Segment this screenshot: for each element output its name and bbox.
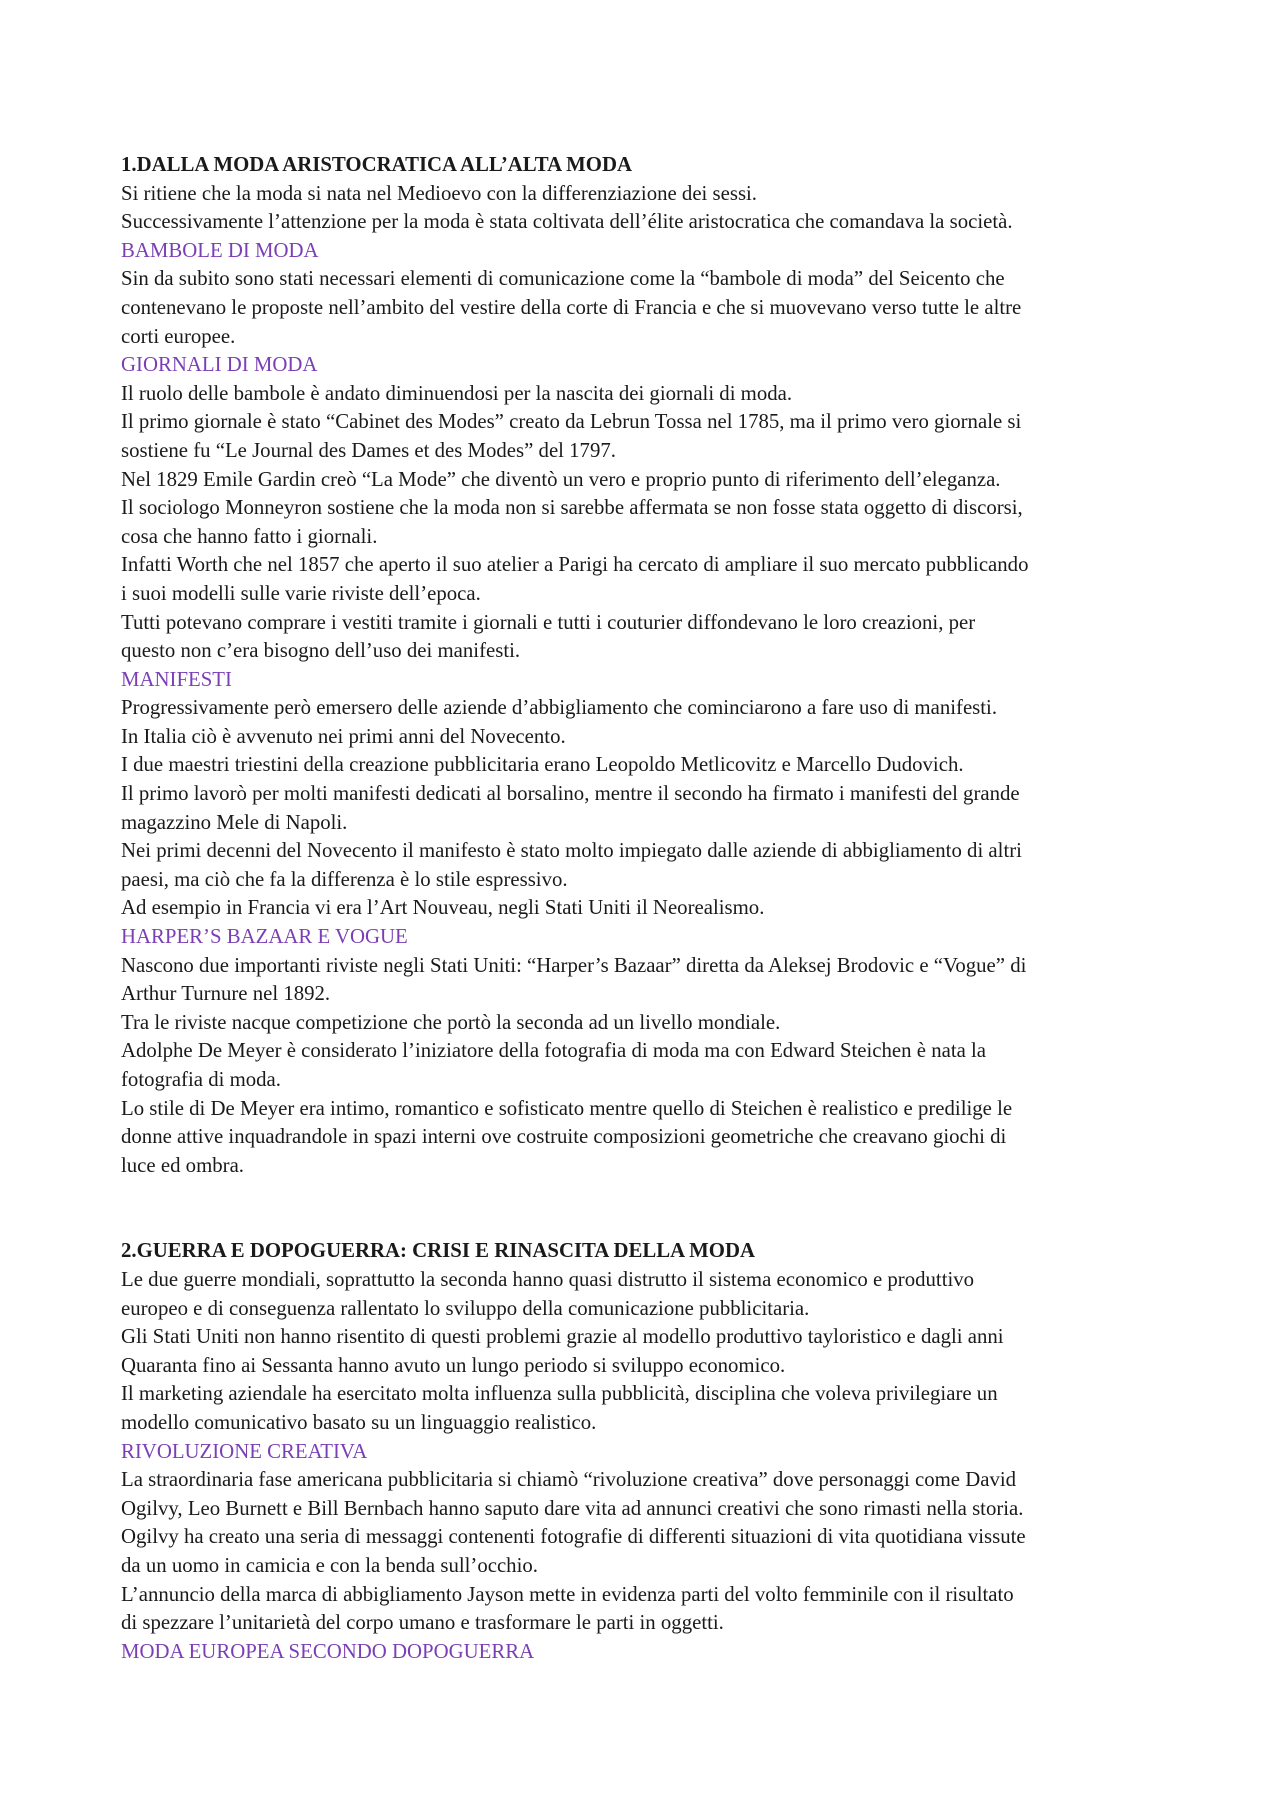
paragraph-line: Tutti potevano comprare i vestiti tramite i giornali e tutti i couturier diffondevano le loro creazioni, per bbox=[121, 610, 976, 634]
subsection bbox=[121, 237, 1173, 351]
paragraph-line: Infatti Worth che nel 1857 che aperto il suo atelier a Parigi ha cercato di ampliare il suo mercato pubblicando bbox=[121, 553, 1029, 577]
subsection-heading: MODA EUROPEA SECONDO DOPOGUERRA bbox=[121, 1639, 535, 1663]
paragraph-line: Il sociologo Monneyron sostiene che la moda non si sarebbe affermata se non fosse stata oggetto di discorsi, bbox=[121, 496, 1023, 520]
paragraph-line: Tra le riviste nacque competizione che portò la seconda ad un livello mondiale. bbox=[121, 1010, 781, 1034]
paragraph-line: Le due guerre mondiali, soprattutto la seconda hanno quasi distrutto il sistema economico e produttivo bbox=[121, 1267, 975, 1291]
paragraph-line: Ad esempio in Francia vi era l’Art Nouveau, negli Stati Uniti il Neorealismo. bbox=[121, 896, 765, 920]
paragraph-line: Quaranta fino ai Sessanta hanno avuto un lungo periodo si sviluppo economico. bbox=[121, 1353, 786, 1377]
paragraph-line: magazzino Mele di Napoli. bbox=[121, 810, 348, 834]
subsection bbox=[121, 923, 1173, 1180]
paragraph-line: Progressivamente però emersero delle aziende d’abbigliamento che cominciarono a fare uso di manifesti. bbox=[121, 696, 998, 720]
subsection-heading: HARPER’S BAZAAR E VOGUE bbox=[121, 925, 408, 949]
paragraph-line: cosa che hanno fatto i giornali. bbox=[121, 524, 378, 548]
section-spacer bbox=[121, 1180, 1173, 1237]
subsection-heading: MANIFESTI bbox=[121, 667, 232, 691]
paragraph-line: luce ed ombra. bbox=[121, 1153, 244, 1177]
paragraph-line: di spezzare l’unitarietà del corpo umano e trasformare le parti in oggetti. bbox=[121, 1611, 724, 1635]
paragraph-line: corti europee. bbox=[121, 324, 236, 348]
document-page bbox=[121, 151, 1173, 1666]
paragraph-line: donne attive inquadrandole in spazi interni ove costruite composizioni geometriche che creavano giochi di bbox=[121, 1125, 1007, 1149]
subsection bbox=[121, 351, 1173, 666]
section-2 bbox=[121, 1237, 1173, 1666]
paragraph-line: i suoi modelli sulle varie riviste dell’epoca. bbox=[121, 581, 481, 605]
paragraph-line: Ogilvy ha creato una seria di messaggi contenenti fotografie di differenti situazioni di vita quotidiana vissute bbox=[121, 1525, 1026, 1549]
subsection-heading: BAMBOLE DI MODA bbox=[121, 238, 319, 262]
paragraph-line: modello comunicativo basato su un linguaggio realistico. bbox=[121, 1410, 597, 1434]
paragraph-line: In Italia ciò è avvenuto nei primi anni del Novecento. bbox=[121, 724, 566, 748]
paragraph-line: Il primo giornale è stato “Cabinet des Modes” creato da Lebrun Tossa nel 1785, ma il primo vero giornale si bbox=[121, 410, 1022, 434]
paragraph-line: Il ruolo delle bambole è andato diminuendosi per la nascita dei giornali di moda. bbox=[121, 381, 793, 405]
paragraph-line: europeo e di conseguenza rallentato lo sviluppo della comunicazione pubblicitaria. bbox=[121, 1296, 810, 1320]
paragraph-line: Nei primi decenni del Novecento il manifesto è stato molto impiegato dalle aziende di abbigliamento di altri bbox=[121, 839, 1022, 863]
paragraph-line: Il marketing aziendale ha esercitato molta influenza sulla pubblicità, disciplina che voleva privilegiare un bbox=[121, 1382, 998, 1406]
subsection-heading: GIORNALI DI MODA bbox=[121, 353, 318, 377]
paragraph-line: I due maestri triestini della creazione pubblicitaria erano Leopoldo Metlicovitz e Marcello Dudovich. bbox=[121, 753, 964, 777]
paragraph-line: sostiene fu “Le Journal des Dames et des Modes” del 1797. bbox=[121, 438, 616, 462]
paragraph-line: contenevano le proposte nell’ambito del vestire della corte di Francia e che si muovevano verso tutte le altre bbox=[121, 295, 1022, 319]
subsection bbox=[121, 1438, 1173, 1638]
paragraph-line: questo non c’era bisogno dell’uso dei manifesti. bbox=[121, 639, 521, 663]
paragraph-line: Adolphe De Meyer è considerato l’iniziatore della fotografia di moda ma con Edward Steichen è nata la bbox=[121, 1039, 987, 1063]
subsection bbox=[121, 666, 1173, 923]
paragraph-line: Gli Stati Uniti non hanno risentito di questi problemi grazie al modello produttivo tayloristico e dagli anni bbox=[121, 1325, 1004, 1349]
paragraph-line: fotografia di moda. bbox=[121, 1068, 281, 1091]
paragraph-line: da un uomo in camicia e con la benda sull’occhio. bbox=[121, 1553, 538, 1577]
paragraph-line: Il primo lavorò per molti manifesti dedicati al borsalino, mentre il secondo ha firmato i manifesti del grande bbox=[121, 782, 1020, 806]
paragraph-line: Ogilvy, Leo Burnett e Bill Bernbach hanno saputo dare vita ad annunci creativi che sono rimasti nella storia. bbox=[121, 1496, 1024, 1520]
paragraph-line: Arthur Turnure nel 1892. bbox=[121, 982, 331, 1006]
paragraph-line: Nascono due importanti riviste negli Stati Uniti: “Harper’s Bazaar” diretta da Aleksej Brodovic e “Vogue” di bbox=[121, 953, 1027, 977]
paragraph-line: La straordinaria fase americana pubblicitaria si chiamò “rivoluzione creativa” dove personaggi come David bbox=[121, 1468, 1017, 1492]
paragraph-line: Si ritiene che la moda si nata nel Medioevo con la differenziazione dei sessi. bbox=[121, 181, 758, 205]
paragraph-line: Sin da subito sono stati necessari elementi di comunicazione come la “bambole di moda” del Seicento che bbox=[121, 267, 1005, 291]
chapter-title: 1.DALLA MODA ARISTOCRATICA ALL’ALTA MODA bbox=[121, 153, 632, 176]
paragraph-line: Lo stile di De Meyer era intimo, romantico e sofisticato mentre quello di Steichen è realistico e predilige le bbox=[121, 1096, 1013, 1120]
subsection-heading: RIVOLUZIONE CREATIVA bbox=[121, 1439, 368, 1463]
paragraph-line: Successivamente l’attenzione per la moda è stata coltivata dell’élite aristocratica che comandava la società. bbox=[121, 210, 1013, 234]
chapter-title: 2.GUERRA E DOPOGUERRA: CRISI E RINASCITA DELLA MODA bbox=[121, 1239, 755, 1263]
paragraph-line: paesi, ma ciò che fa la differenza è lo stile espressivo. bbox=[121, 867, 568, 891]
subsection bbox=[121, 1638, 1173, 1667]
paragraph-line: L’annuncio della marca di abbigliamento Jayson mette in evidenza parti del volto femminile con il risultato bbox=[121, 1582, 1014, 1606]
section-1 bbox=[121, 151, 1173, 1180]
paragraph-line: Nel 1829 Emile Gardin creò “La Mode” che diventò un vero e proprio punto di riferimento dell’eleganza. bbox=[121, 467, 1001, 491]
